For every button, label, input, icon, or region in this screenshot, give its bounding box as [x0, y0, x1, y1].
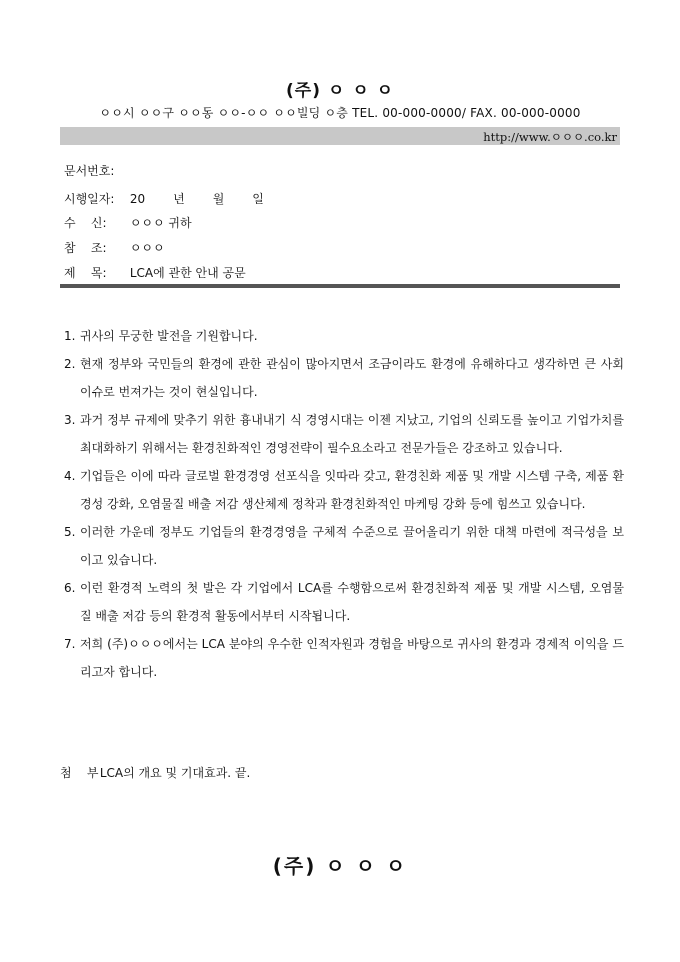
- subject-label: 제 목:: [64, 266, 107, 280]
- reference-value: ㅇㅇㅇ: [129, 241, 165, 255]
- subject-row: [64, 264, 246, 281]
- subject-value: LCA에 관한 안내 공문: [129, 266, 246, 280]
- list-item: 6. 이런 환경적 노력의 첫 발은 각 기업에서 LCA를 수행함으로써 환경친화적 제품 및 개발 시스템, 오염물질 배출 저감 등의 환경적 활동에서부터 시작됩니다.: [64, 581, 624, 623]
- attachment-line: [60, 764, 250, 781]
- body-list: [64, 322, 624, 686]
- list-item: 4. 기업들은 이에 따라 글로벌 환경경영 선포식을 잇따라 갖고, 환경친화 제품 및 개발 시스템 구축, 제품 환경성 강화, 오염물질 배출 저감 생산체제 정착과 환경친화적인 마케팅 강화 등에 힘쓰고 있습니다.: [64, 469, 624, 511]
- date-day-unit: 일: [252, 192, 264, 206]
- company-url: http://www.ㅇㅇㅇ.co.kr: [483, 130, 617, 144]
- attachment-label: 첨 부: [60, 766, 99, 780]
- header-divider: [60, 284, 620, 288]
- reference-label: 참 조:: [64, 241, 107, 255]
- recipient-value: ㅇㅇㅇ 귀하: [129, 216, 192, 230]
- list-item: 7. 저희 (주)ㅇㅇㅇ에서는 LCA 분야의 우수한 인적자원과 경험을 바탕으로 귀사의 환경과 경제적 이익을 드리고자 합니다.: [64, 637, 624, 679]
- doc-number-label: 문서번호:: [64, 164, 115, 178]
- list-item: 1. 귀사의 무궁한 발전을 기원합니다.: [64, 329, 258, 343]
- list-item: 2. 현재 정부와 국민들의 환경에 관한 관심이 많아지면서 조금이라도 환경에 유해하다고 생각하면 큰 사회 이슈로 번져가는 것이 현실입니다.: [64, 357, 624, 399]
- recipient-label: 수 신:: [64, 216, 107, 230]
- doc-number-row: [64, 162, 126, 179]
- list-item: 5. 이러한 가운데 정부도 기업들의 환경경영을 구체적 수준으로 끌어올리기 위한 대책 마련에 적극성을 보이고 있습니다.: [64, 525, 624, 567]
- list-item: 3. 과거 정부 규제에 맞추기 위한 흉내내기 식 경영시대는 이젠 지났고, 기업의 신뢰도를 높이고 기업가치를 최대화하기 위해서는 환경친화적인 경영전략이 필수요소라고 전문가들은 강조하고 있습니다.: [64, 413, 624, 455]
- company-name-header: (주) ㅇ ㅇ ㅇ: [286, 81, 394, 101]
- url-bar: [60, 127, 620, 145]
- date-year: 20: [129, 192, 146, 206]
- attachment-text: LCA의 개요 및 기대효과. 끝.: [99, 766, 251, 780]
- date-label: 시행일자:: [64, 192, 115, 206]
- date-row: [64, 190, 292, 207]
- recipient-row: [64, 214, 192, 231]
- date-month-unit: 월: [212, 192, 225, 206]
- reference-row: [64, 239, 165, 256]
- date-year-unit: 년: [173, 192, 185, 206]
- company-address: ㅇㅇ시 ㅇㅇ구 ㅇㅇ동 ㅇㅇ-ㅇㅇ ㅇㅇ빌딩 ㅇ층 TEL. 00-000-0000/ FAX. 00-000-0000: [99, 106, 581, 120]
- company-name-footer: (주) ㅇ ㅇ ㅇ: [272, 854, 408, 878]
